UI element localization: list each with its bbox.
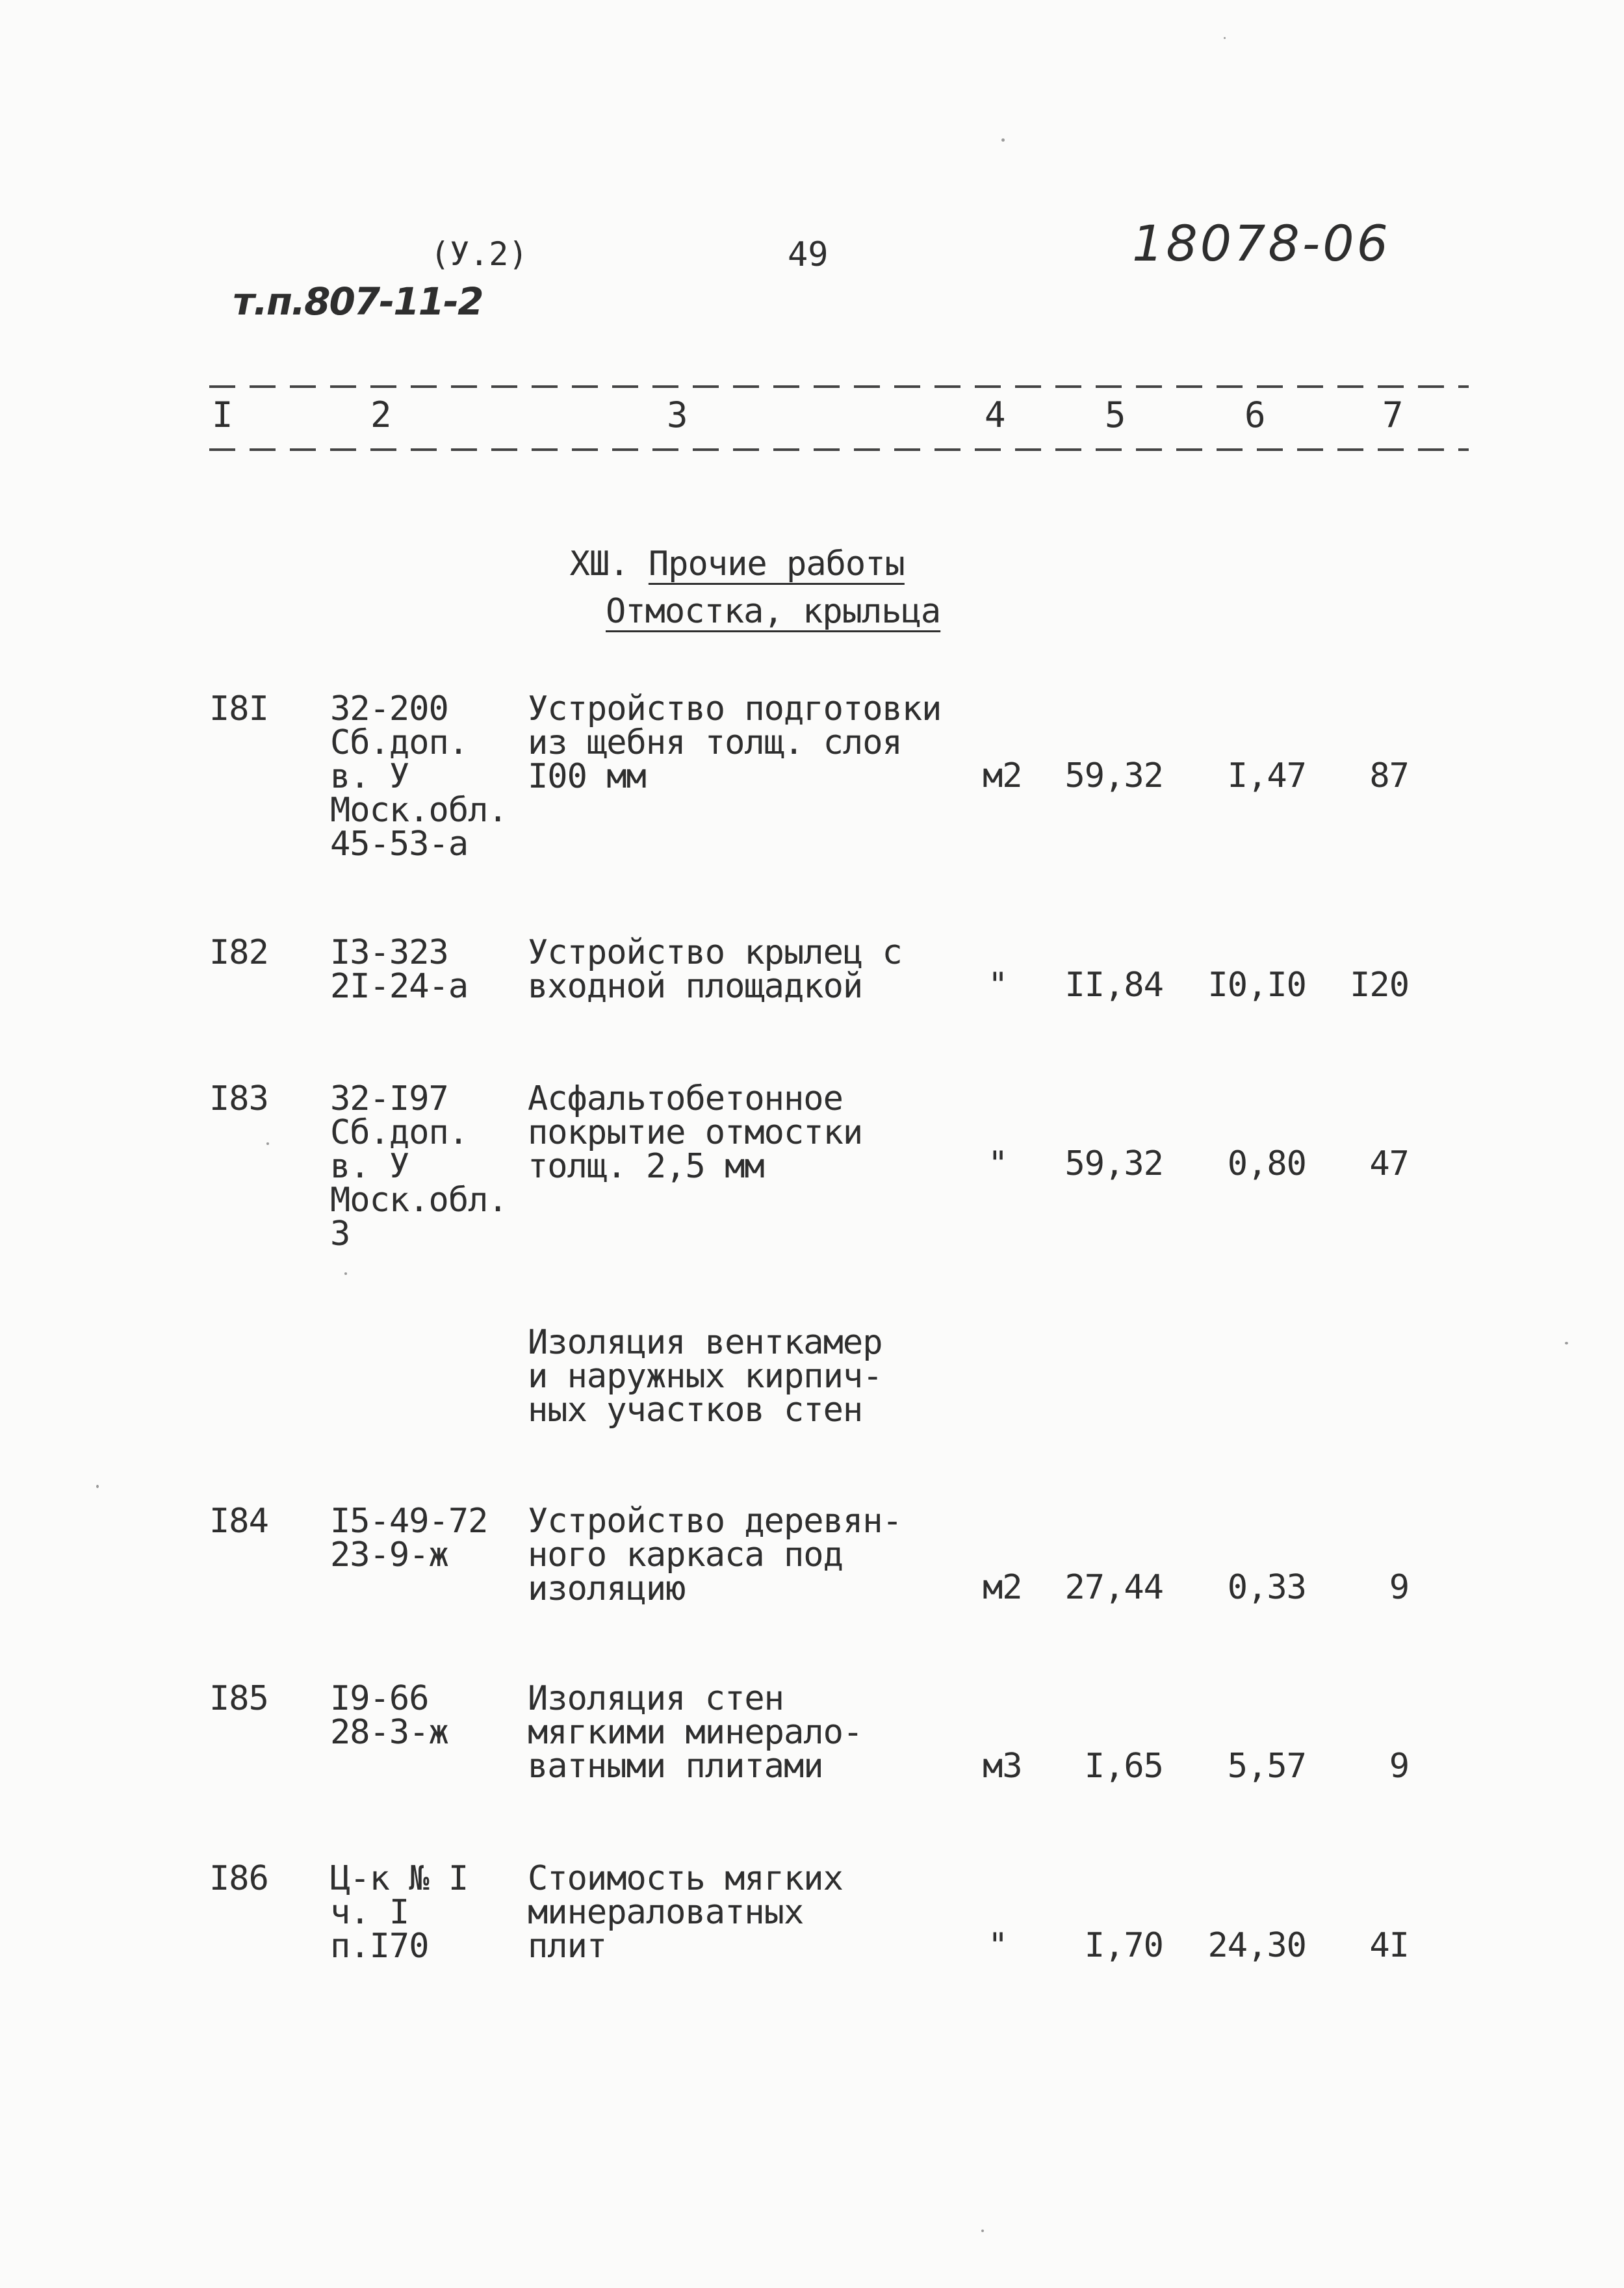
column-header-4: 4 <box>985 394 1006 435</box>
subsection-heading-line: Изоляция венткамер <box>528 1323 883 1362</box>
row-description <box>528 1679 863 1786</box>
code-line: в. У <box>330 757 409 796</box>
code-line: 28-3-ж <box>330 1713 448 1752</box>
description-line: изоляцию <box>528 1569 686 1608</box>
row-total-cost: 87 <box>1369 756 1409 795</box>
scan-speck <box>981 2230 984 2232</box>
description-line: плит <box>528 1927 607 1966</box>
row-number: I8I <box>209 689 268 728</box>
row-quantity: II,84 <box>1064 966 1163 1005</box>
description-line: ного каркаса под <box>528 1536 843 1575</box>
row-unit: " <box>988 1144 1008 1183</box>
description-line: Изоляция стен <box>528 1679 784 1718</box>
column-header-3: 3 <box>667 394 688 435</box>
row-unit: " <box>988 1926 1008 1965</box>
code-line: Моск.обл. <box>330 791 508 830</box>
section-title <box>530 513 905 584</box>
description-line: Устройство крылец с <box>528 933 902 972</box>
description-line: толщ. 2,5 мм <box>528 1147 764 1186</box>
description-line: Устройство подготовки <box>528 689 942 728</box>
row-number: I85 <box>209 1679 268 1718</box>
subsection-heading-line: и наружных кирпич- <box>528 1357 883 1396</box>
code-line: 3 <box>330 1215 350 1253</box>
description-line: ватными плитами <box>528 1747 823 1786</box>
code-line: Сб.доп. <box>330 1113 469 1152</box>
row-number: I83 <box>209 1079 268 1118</box>
code-line: Моск.обл. <box>330 1181 508 1220</box>
row-total-cost: 9 <box>1389 1568 1409 1607</box>
column-header-6: 6 <box>1244 394 1266 435</box>
column-header-2: 2 <box>370 394 392 435</box>
row-description <box>528 1079 863 1186</box>
row-code <box>330 1079 508 1253</box>
code-line: I5-49-72 <box>330 1502 488 1541</box>
table-header-bottom-rule <box>209 448 1469 451</box>
row-code <box>330 1679 448 1752</box>
scan-speck <box>266 1142 269 1145</box>
row-code <box>330 1502 488 1575</box>
code-line: Сб.доп. <box>330 723 469 762</box>
document-code-suffix: (У.2) <box>430 235 528 273</box>
code-line: 23-9-ж <box>330 1536 448 1575</box>
table-header-top-rule <box>209 385 1469 388</box>
code-line: I9-66 <box>330 1679 429 1718</box>
section-title-text: Прочие работы <box>648 545 905 584</box>
scan-speck <box>1001 138 1005 142</box>
row-unit-price: 0,80 <box>1227 1144 1306 1183</box>
scan-speck <box>344 1272 347 1275</box>
row-quantity: I,65 <box>1084 1747 1163 1786</box>
row-description <box>528 933 902 1006</box>
row-total-cost: 4I <box>1369 1926 1409 1965</box>
row-code <box>330 1859 469 1966</box>
row-unit: м3 <box>983 1747 1022 1786</box>
row-description <box>528 1859 843 1966</box>
code-line: 2I-24-а <box>330 967 469 1006</box>
scan-speck <box>1224 37 1226 39</box>
scan-speck <box>96 1485 99 1488</box>
code-line: 45-53-а <box>330 825 469 864</box>
code-line: Ц-к № I <box>330 1859 469 1898</box>
section-number: XШ. <box>569 545 629 584</box>
code-line: I3-323 <box>330 933 448 972</box>
row-unit: м2 <box>983 1568 1022 1607</box>
row-description <box>528 689 942 796</box>
description-line: Устройство деревян- <box>528 1502 902 1541</box>
section-subtitle: Отмостка, крыльца <box>606 592 941 631</box>
description-line: входной площадкой <box>528 967 863 1006</box>
code-line: в. У <box>330 1147 409 1186</box>
code-line: ч. I <box>330 1893 409 1932</box>
row-number: I82 <box>209 933 268 972</box>
row-number: I86 <box>209 1859 268 1898</box>
column-header-1: I <box>212 394 233 435</box>
row-total-cost: I20 <box>1350 966 1409 1005</box>
column-header-5: 5 <box>1105 394 1126 435</box>
subsection-heading <box>528 1323 883 1430</box>
page-number: 49 <box>788 235 829 274</box>
row-total-cost: 47 <box>1369 1144 1409 1183</box>
code-line: п.I70 <box>330 1927 429 1966</box>
row-number: I84 <box>209 1502 268 1541</box>
scan-speck <box>1565 1342 1568 1344</box>
code-line: 32-200 <box>330 689 448 728</box>
document-code-text: т.п.807-11-2 <box>233 279 483 324</box>
description-line: мягкими минерало- <box>528 1713 863 1752</box>
row-unit-price: I0,I0 <box>1207 966 1306 1005</box>
row-unit: " <box>988 966 1008 1005</box>
description-line: Асфальтобетонное <box>528 1079 843 1118</box>
row-code <box>330 933 469 1006</box>
row-unit: м2 <box>983 756 1022 795</box>
description-line: из щебня толщ. слоя <box>528 723 902 762</box>
row-quantity: 59,32 <box>1064 1144 1163 1183</box>
description-line: минераловатных <box>528 1893 804 1932</box>
row-unit-price: 0,33 <box>1227 1568 1306 1607</box>
description-line: покрытие отмостки <box>528 1113 863 1152</box>
row-quantity: 59,32 <box>1064 756 1163 795</box>
row-unit-price: 24,30 <box>1207 1926 1306 1965</box>
row-quantity: I,70 <box>1084 1926 1163 1965</box>
column-header-7: 7 <box>1382 394 1404 435</box>
row-unit-price: 5,57 <box>1227 1747 1306 1786</box>
code-line: 32-I97 <box>330 1079 448 1118</box>
inventory-number: 18078-06 <box>1132 214 1391 272</box>
row-code <box>330 689 508 864</box>
row-description <box>528 1504 902 1606</box>
description-line: I00 мм <box>528 757 646 796</box>
row-total-cost: 9 <box>1389 1747 1409 1786</box>
description-line: Стоимость мягких <box>528 1859 843 1898</box>
subsection-heading-line: ных участков стен <box>528 1391 863 1430</box>
row-quantity: 27,44 <box>1064 1568 1163 1607</box>
row-unit-price: I,47 <box>1227 756 1306 795</box>
